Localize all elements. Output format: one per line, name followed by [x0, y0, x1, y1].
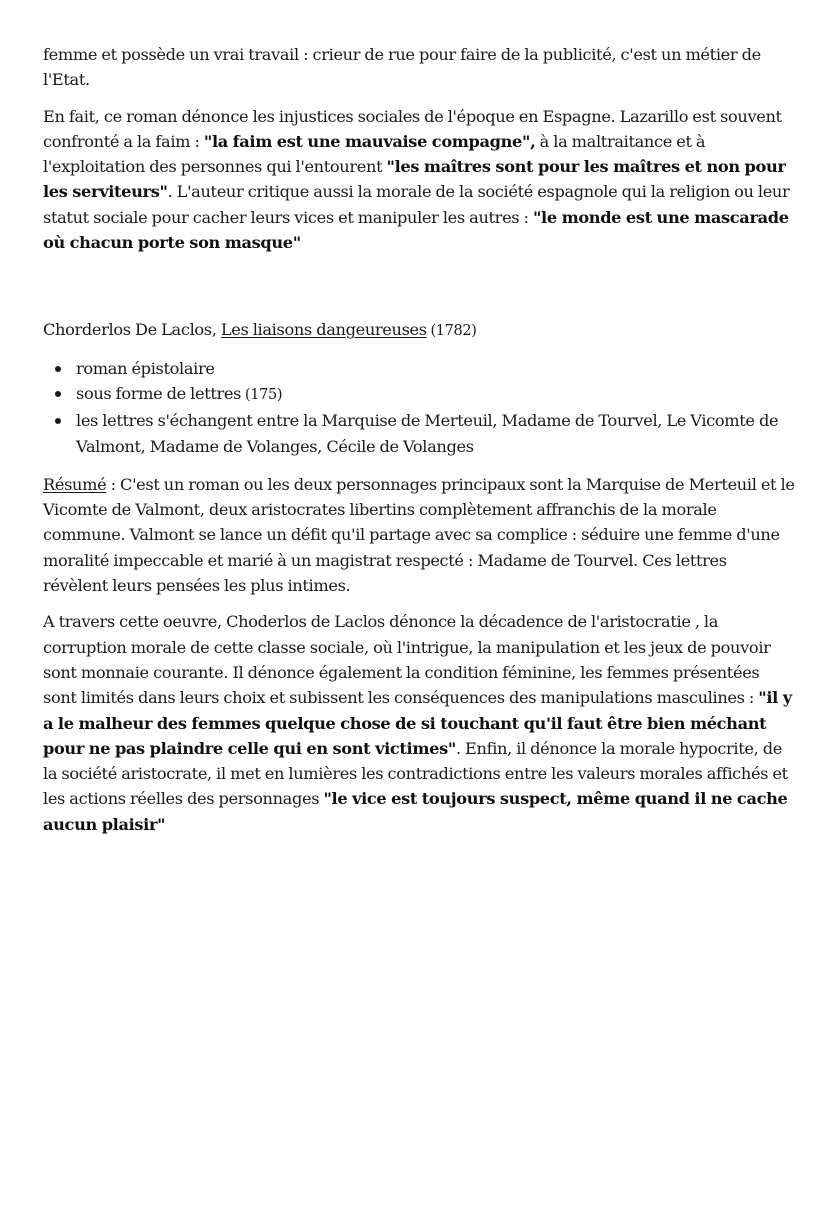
list-item-text: roman épistolaire — [76, 358, 215, 378]
list-item-text: sous forme de lettres — [76, 383, 242, 403]
paragraph-text: à la maltraitance et à l'exploitation des personnes qui l'entourent — [43, 131, 706, 177]
bullet-icon — [55, 391, 61, 397]
paragraph-lazarillo-end — [43, 42, 795, 93]
list-item — [76, 381, 795, 408]
work-heading — [43, 317, 795, 344]
list-item-count: (175) — [241, 386, 283, 403]
list-item-text: les lettres s'échangent entre la Marquise de Merteuil, Madame de Tourvel, Le Vicomte de Valmont, Madame de Volanges, Cécile de Volanges — [76, 411, 779, 456]
paragraph-lazarillo-critique — [43, 104, 795, 256]
paragraph-text: A travers cette oeuvre, Choderlos de Laclos dénonce la décadence de l'aristocratie , la corruption morale de cette classe sociale, où l'intrigue, la manipulation et les jeux de pouvoir sont monnaie courante. Il dénonce également la condition féminine, les femmes présentées sont limités dans leurs choix et subissent les conséquences des manipulations masculines : — [43, 612, 771, 708]
quote-maitres: "les maîtres sont pour les maîtres et non pour les serviteurs" — [43, 157, 786, 202]
document-page — [43, 42, 795, 848]
work-characteristics-list — [43, 356, 795, 459]
quote-malheur-des-femmes: "il y a le malheur des femmes quelque chose de si touchant qu'il faut être bien méchant pour ne pas plaindre celle qui en sont victimes" — [43, 688, 792, 758]
paragraph-resume — [43, 472, 795, 598]
quote-faim: "la faim est une mauvaise compagne", — [203, 131, 536, 151]
paragraph-text: : C'est un roman ou les deux personnages principaux sont la Marquise de Merteuil et le Vicomte de Valmont, deux aristocrates libertins complètement affranchis de la morale commune. Valmont se lance un défit qu'il partage avec sa complice : séduire une femme d'une moralité impeccable et marié à un magistrat respecté : Madame de Tourvel. Ces lettres révèlent leurs pensées les plus intimes. — [43, 474, 795, 596]
bullet-icon — [55, 418, 61, 424]
bullet-icon — [55, 366, 61, 372]
paragraph-text: En fait, ce roman dénonce les injustices sociales de l'époque en Espagne. Lazarillo est souvent confronté a la faim : — [43, 106, 782, 151]
section-spacer — [43, 266, 795, 317]
paragraph-text: . Enfin, il dénonce la morale hypocrite, de la société aristocrate, il met en lumières les contradictions entre les valeurs morales affichés et les actions réelles des personnages — [43, 738, 788, 809]
paragraph-text: femme et possède un vrai travail : crieur de rue pour faire de la publicité, c'est un métier de l'Etat. — [43, 45, 761, 90]
resume-label: Résumé — [43, 474, 107, 494]
list-item — [76, 356, 795, 381]
work-year: (1782) — [426, 323, 477, 340]
paragraph-analysis — [43, 609, 795, 837]
quote-mascarade: "le monde est une mascarade où chacun porte son masque" — [43, 207, 789, 253]
quote-vice-suspect: "le vice est toujours suspect, même quand il ne cache aucun plaisir" — [43, 789, 788, 834]
work-author: Chorderlos De Laclos, — [43, 320, 221, 340]
work-title: Les liaisons dangeureuses — [220, 320, 427, 340]
list-item — [76, 408, 795, 459]
paragraph-text: . L'auteur critique aussi la morale de la société espagnole qui la religion ou leur statut sociale pour cacher leurs vices et manipuler les autres : — [43, 182, 790, 227]
